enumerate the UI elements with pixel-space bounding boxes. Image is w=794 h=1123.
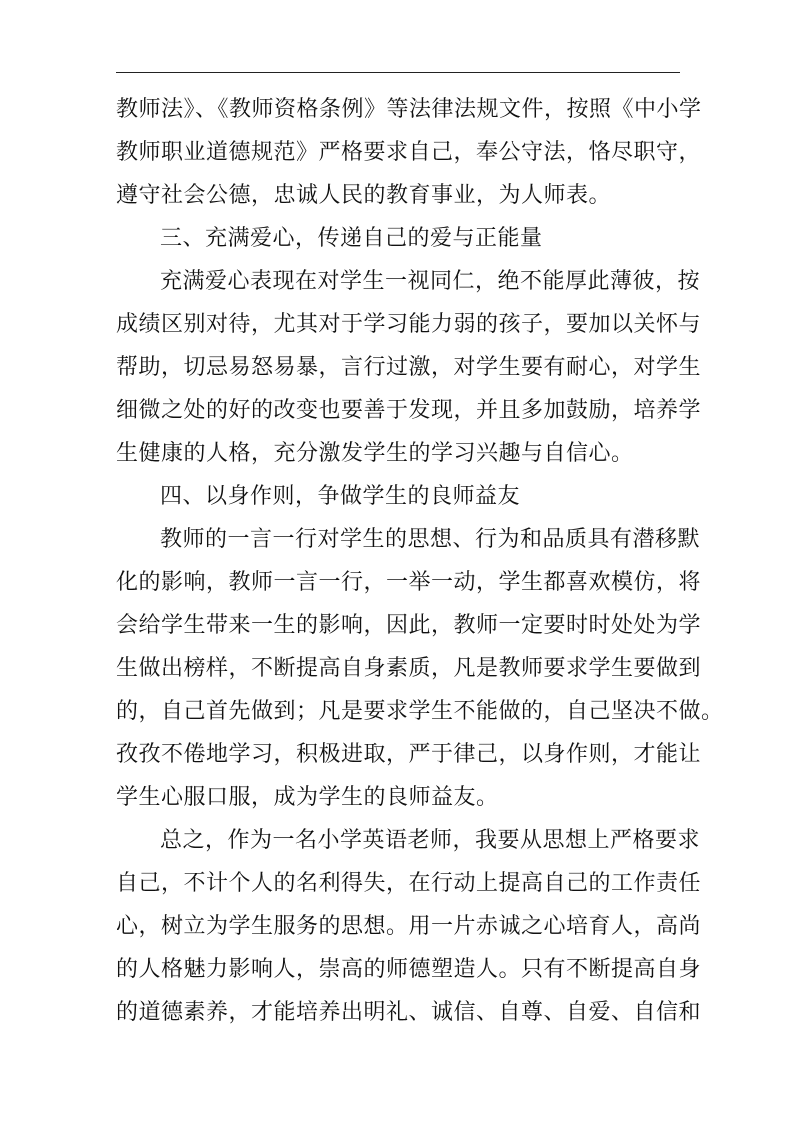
text-line: 孜孜不倦地学习，积极进取，严于律己，以身作则，才能让 xyxy=(116,742,702,767)
text-line: 教师职业道德规范》严格要求自己，奉公守法，恪尽职守， xyxy=(116,140,702,165)
text-line: 遵守社会公德，忠诚人民的教育事业，为人师表。 xyxy=(116,183,612,208)
section-heading: 三、充满爱心，传递自己的爱与正能量 xyxy=(160,226,543,251)
header-rule xyxy=(116,72,680,73)
text-line: 生做出榜样，不断提高自身素质，凡是教师要求学生要做到 xyxy=(116,656,702,681)
section-heading: 四、以身作则，争做学生的良师益友 xyxy=(160,484,521,509)
text-line: 心，树立为学生服务的思想。用一片赤诚之心培育人，高尚 xyxy=(116,914,702,939)
text-line: 的道德素养，才能培养出明礼、诚信、自尊、自爱、自信和 xyxy=(116,1000,702,1025)
text-line: 会给学生带来一生的影响，因此，教师一定要时时处处为学 xyxy=(116,613,702,638)
text-line: 学生心服口服，成为学生的良师益友。 xyxy=(116,785,499,810)
text-line: 自己，不计个人的名利得失，在行动上提高自己的工作责任 xyxy=(116,871,702,896)
text-line: 细微之处的好的改变也要善于发现，并且多加鼓励，培养学 xyxy=(116,398,702,423)
text-line: 化的影响，教师一言一行，一举一动，学生都喜欢模仿，将 xyxy=(116,570,702,595)
text-line: 总之，作为一名小学英语老师，我要从思想上严格要求 xyxy=(160,828,701,853)
text-line: 成绩区别对待，尤其对于学习能力弱的孩子，要加以关怀与 xyxy=(116,312,702,337)
text-line: 帮助，切忌易怒易暴，言行过激，对学生要有耐心，对学生 xyxy=(116,355,702,380)
text-line: 教师法》、《教师资格条例》等法律法规文件，按照《中小学 xyxy=(116,97,702,122)
text-line: 的，自己首先做到；凡是要求学生不能做的，自己坚决不做。 xyxy=(116,699,724,724)
text-line: 教师的一言一行对学生的思想、行为和品质具有潜移默 xyxy=(160,527,701,552)
text-line: 生健康的人格，充分激发学生的学习兴趣与自信心。 xyxy=(116,441,634,466)
text-line: 的人格魅力影响人，崇高的师德塑造人。只有不断提高自身 xyxy=(116,957,702,982)
text-line: 充满爱心表现在对学生一视同仁，绝不能厚此薄彼，按 xyxy=(160,269,701,294)
